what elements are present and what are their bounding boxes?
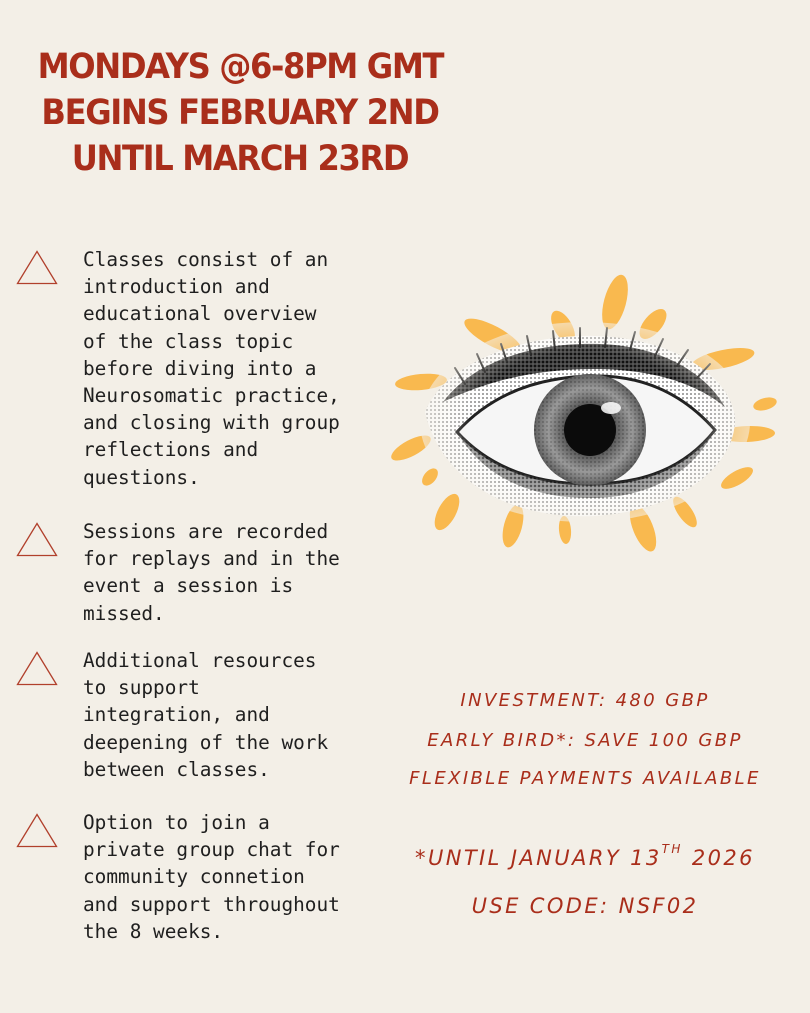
eye-icon bbox=[385, 272, 785, 562]
triangle-outline-icon bbox=[16, 522, 58, 558]
schedule-line-end: UNTIL MARCH 23RD bbox=[71, 139, 409, 179]
bullet-text: Classes consist of an introduction and educational overview of the class topic before diving into a Neurosomatic practice, and closing with group reflections and questions. bbox=[83, 248, 340, 489]
deadline-year: 2026 bbox=[682, 846, 755, 870]
early-bird-deadline bbox=[385, 842, 785, 870]
deadline-ordinal: TH bbox=[661, 842, 683, 856]
bullet-text: Additional resources to support integration, and deepening of the work between classes. bbox=[83, 649, 329, 781]
discount-code: USE CODE: NSF02 bbox=[471, 894, 699, 918]
bullet-text: Sessions are recorded for replays and in the event a session is missed. bbox=[83, 520, 340, 625]
halftone-eye-illustration bbox=[385, 272, 785, 562]
schedule-line-start: BEGINS FEBRUARY 2ND bbox=[41, 93, 439, 133]
investment-price: INVESTMENT: 480 GBP bbox=[460, 690, 710, 711]
triangle-outline-icon bbox=[16, 250, 58, 286]
triangle-outline-icon bbox=[16, 651, 58, 687]
early-bird-discount: EARLY BIRD*: SAVE 100 GBP bbox=[427, 730, 743, 751]
deadline-prefix: *UNTIL JANUARY 13 bbox=[415, 846, 662, 870]
event-schedule-headline bbox=[38, 44, 443, 182]
triangle-outline-icon bbox=[16, 813, 58, 849]
bullet-text: Option to join a private group chat for community connetion and support throughout the 8 weeks. bbox=[83, 811, 340, 943]
flexible-payments-note: FLEXIBLE PAYMENTS AVAILABLE bbox=[409, 768, 761, 789]
schedule-line-days: MONDAYS @6-8PM GMT bbox=[37, 47, 444, 87]
